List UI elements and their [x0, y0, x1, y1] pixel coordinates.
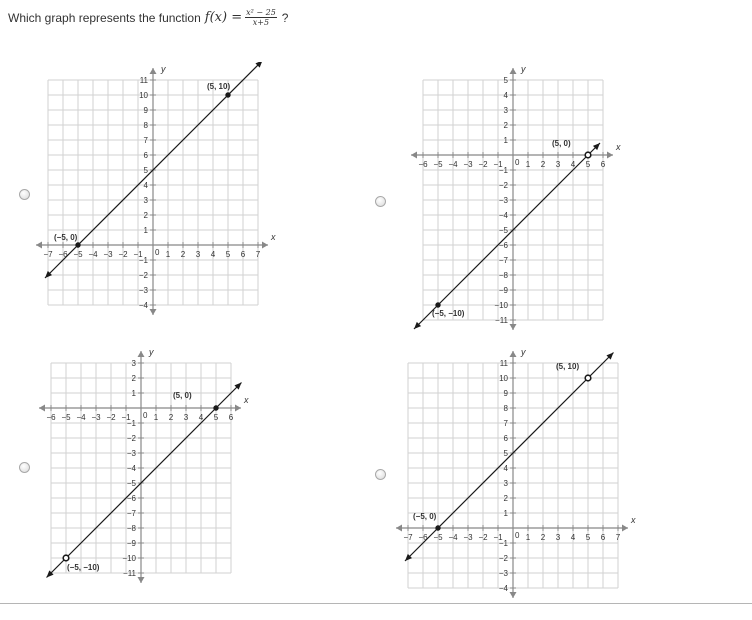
x-tick-label: −4	[448, 160, 458, 169]
y-tick-label: 2	[503, 494, 508, 503]
y-tick-label: 8	[503, 404, 508, 413]
y-tick-label: 3	[503, 479, 508, 488]
point-label: (−5, −10)	[432, 309, 465, 318]
x-tick-label: −4	[76, 413, 86, 422]
x-tick-label: −4	[88, 250, 98, 259]
x-tick-label: −2	[118, 250, 128, 259]
y-tick-label: −4	[498, 584, 508, 593]
y-tick-label: 5	[143, 166, 148, 175]
point-label: (5, 10)	[207, 82, 231, 91]
y-axis-arrow-down	[138, 577, 145, 583]
x-axis-arrow-right	[262, 242, 268, 249]
graph-choice-d	[386, 345, 666, 620]
y-tick-label: −8	[126, 524, 136, 533]
y-tick-label: −4	[138, 301, 148, 310]
y-axis-arrow-down	[510, 592, 517, 598]
y-tick-label: 2	[503, 121, 508, 130]
point-label: (5, 0)	[552, 139, 571, 148]
x-tick-label: 1	[153, 413, 159, 422]
bottom-divider	[0, 603, 752, 604]
x-tick-label: −2	[478, 533, 488, 542]
y-tick-label: 3	[131, 359, 136, 368]
y-tick-label: −4	[126, 464, 136, 473]
x-tick-label: −1	[121, 413, 131, 422]
x-tick-label: −2	[106, 413, 116, 422]
y-tick-label: −7	[498, 256, 508, 265]
x-axis-arrow-right	[622, 525, 628, 532]
y-tick-label: −5	[126, 479, 136, 488]
closed-point	[436, 526, 440, 530]
x-tick-label: −5	[433, 160, 443, 169]
x-tick-label: 7	[255, 250, 261, 259]
x-axis-arrow-right	[607, 152, 613, 159]
closed-point	[76, 243, 80, 247]
y-tick-label: −9	[126, 539, 136, 548]
closed-point	[436, 303, 440, 307]
x-tick-label: 2	[180, 250, 186, 259]
y-tick-label: 4	[503, 91, 508, 100]
question-text: Which graph represents the function	[8, 10, 201, 25]
point-label: (5, 10)	[556, 362, 580, 371]
x-tick-label: 2	[168, 413, 174, 422]
y-tick-label: 9	[503, 389, 508, 398]
x-axis-label: x	[631, 515, 636, 525]
y-tick-label: −9	[498, 286, 508, 295]
y-tick-label: −2	[126, 434, 136, 443]
y-tick-label: −7	[126, 509, 136, 518]
x-tick-label: 4	[210, 250, 216, 259]
question-mark: ?	[281, 10, 289, 25]
y-tick-label: −6	[498, 241, 508, 250]
open-point	[585, 152, 591, 158]
y-tick-label: −3	[138, 286, 148, 295]
y-tick-label: 3	[503, 106, 508, 115]
x-tick-label: 1	[525, 160, 531, 169]
y-tick-label: 8	[143, 121, 148, 130]
x-tick-label: 1	[525, 533, 531, 542]
origin-label: 0	[515, 531, 520, 540]
y-tick-label: −11	[495, 316, 508, 325]
graph-choice-c	[29, 345, 279, 605]
x-tick-label: −3	[91, 413, 101, 422]
x-tick-label: −1	[493, 160, 503, 169]
x-tick-label: −3	[103, 250, 113, 259]
y-tick-label: −5	[498, 226, 508, 235]
y-tick-label: −11	[123, 569, 136, 578]
x-tick-label: 2	[540, 533, 546, 542]
y-tick-label: 3	[143, 196, 148, 205]
answer-radio-d[interactable]	[375, 469, 386, 480]
fraction-numerator: x² − 25	[246, 8, 276, 17]
x-tick-label: −5	[433, 533, 443, 542]
open-point	[585, 375, 591, 381]
graph-choice-b	[401, 62, 651, 352]
y-tick-label: −1	[138, 256, 148, 265]
x-tick-label: −2	[478, 160, 488, 169]
y-tick-label: −6	[126, 494, 136, 503]
y-tick-label: 1	[503, 509, 508, 518]
y-tick-label: −3	[498, 569, 508, 578]
x-tick-label: −7	[403, 533, 413, 542]
y-tick-label: −2	[498, 554, 508, 563]
x-tick-label: −7	[43, 250, 53, 259]
x-axis-arrow-right	[235, 405, 241, 412]
origin-label: 0	[515, 158, 520, 167]
y-tick-label: 1	[503, 136, 508, 145]
function-name: f(x) =	[204, 10, 243, 25]
y-tick-label: 7	[143, 136, 148, 145]
x-tick-label: −6	[418, 533, 428, 542]
y-axis-label: y	[149, 347, 154, 357]
closed-point	[214, 406, 218, 410]
y-axis-arrow-up	[510, 68, 517, 74]
x-tick-label: 4	[198, 413, 204, 422]
x-tick-label: 3	[555, 533, 561, 542]
origin-label: 0	[143, 411, 148, 420]
x-tick-label: 4	[570, 160, 576, 169]
y-axis-label: y	[521, 347, 526, 357]
x-tick-label: −3	[463, 533, 473, 542]
y-tick-label: 5	[503, 449, 508, 458]
y-tick-label: 11	[499, 359, 508, 368]
point-label: (−5, 0)	[54, 233, 78, 242]
y-axis-arrow-up	[150, 68, 157, 74]
x-tick-label: −6	[418, 160, 428, 169]
y-axis-arrow-down	[510, 324, 517, 330]
y-tick-label: 10	[139, 91, 148, 100]
y-tick-label: 1	[143, 226, 148, 235]
y-tick-label: 4	[503, 464, 508, 473]
y-axis-arrow-down	[150, 309, 157, 315]
y-tick-label: −8	[498, 271, 508, 280]
x-tick-label: 5	[585, 533, 591, 542]
x-axis-label: x	[271, 232, 276, 242]
graph-choice-a	[26, 62, 306, 337]
y-tick-label: 10	[499, 374, 508, 383]
y-tick-label: 4	[143, 181, 148, 190]
x-tick-label: 7	[615, 533, 621, 542]
fraction-denominator: x+5	[252, 18, 270, 27]
y-tick-label: −3	[498, 196, 508, 205]
x-axis-arrow-left	[411, 152, 417, 159]
y-tick-label: 7	[503, 419, 508, 428]
y-tick-label: 9	[143, 106, 148, 115]
x-axis-label: x	[616, 142, 621, 152]
x-tick-label: −1	[493, 533, 503, 542]
x-tick-label: 3	[555, 160, 561, 169]
x-tick-label: −5	[61, 413, 71, 422]
y-axis-arrow-up	[510, 351, 517, 357]
x-tick-label: 5	[225, 250, 231, 259]
x-tick-label: 6	[228, 413, 234, 422]
x-tick-label: −6	[46, 413, 56, 422]
origin-label: 0	[155, 248, 160, 257]
open-point	[63, 555, 69, 561]
y-tick-label: 1	[131, 389, 136, 398]
y-tick-label: −1	[498, 166, 508, 175]
y-tick-label: −1	[126, 419, 136, 428]
x-tick-label: 4	[570, 533, 576, 542]
function-fraction	[245, 8, 277, 27]
y-axis-label: y	[521, 64, 526, 74]
x-tick-label: 2	[540, 160, 546, 169]
x-tick-label: −1	[133, 250, 143, 259]
y-tick-label: 5	[503, 76, 508, 85]
x-tick-label: 3	[195, 250, 201, 259]
x-axis-arrow-left	[36, 242, 42, 249]
x-axis-arrow-left	[39, 405, 45, 412]
x-tick-label: 6	[600, 533, 606, 542]
y-tick-label: −2	[138, 271, 148, 280]
y-tick-label: −10	[494, 301, 508, 310]
x-tick-label: 6	[240, 250, 246, 259]
y-tick-label: −3	[126, 449, 136, 458]
function-expression	[205, 8, 277, 27]
x-tick-label: 1	[165, 250, 171, 259]
y-tick-label: 11	[139, 76, 148, 85]
y-axis-arrow-up	[138, 351, 145, 357]
x-tick-label: 5	[585, 160, 591, 169]
y-tick-label: −10	[122, 554, 136, 563]
y-tick-label: −4	[498, 211, 508, 220]
point-label: (−5, 0)	[413, 512, 437, 521]
y-tick-label: −2	[498, 181, 508, 190]
point-label: (−5, −10)	[67, 563, 100, 572]
y-tick-label: 6	[503, 434, 508, 443]
y-tick-label: 2	[131, 374, 136, 383]
y-tick-label: 6	[143, 151, 148, 160]
x-tick-label: −4	[448, 533, 458, 542]
y-tick-label: −1	[498, 539, 508, 548]
x-axis-arrow-left	[396, 525, 402, 532]
x-tick-label: 3	[183, 413, 189, 422]
x-axis-label: x	[244, 395, 249, 405]
x-tick-label: −3	[463, 160, 473, 169]
y-tick-label: 2	[143, 211, 148, 220]
x-tick-label: 6	[600, 160, 606, 169]
question-prompt	[8, 8, 288, 27]
y-axis-label: y	[161, 64, 166, 74]
point-label: (5, 0)	[173, 391, 192, 400]
x-tick-label: 5	[213, 413, 219, 422]
answer-radio-b[interactable]	[375, 196, 386, 207]
x-tick-label: −5	[73, 250, 83, 259]
closed-point	[226, 93, 230, 97]
x-tick-label: −6	[58, 250, 68, 259]
